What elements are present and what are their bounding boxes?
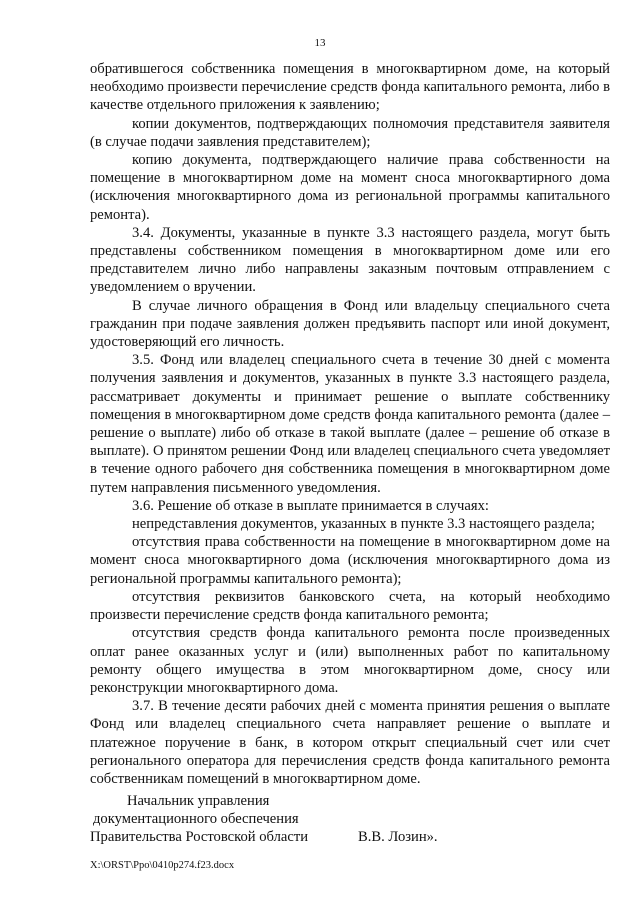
paragraph: отсутствия права собственности на помещение в многоквартирном доме на момент сноса многоквартирного дома (исключения многоквартирного дома из региональной программы капитального ремонта); [90,534,610,587]
page-number: 13 [314,37,326,49]
signature-organization: Правительства Ростовской области [90,829,309,846]
signature-position-line3 [90,828,610,846]
paragraph: обратившегося собственника помещения в многоквартирном доме, на который необходимо произвести перечисление средств фонда капитального ремонта, либо в качестве отдельного приложения к заявлению; [90,61,610,114]
footer-file-path: X:\ORST\Ppo\0410p274.f23.docx [90,860,235,871]
signatory-name: В.В. Лозин». [358,829,438,846]
paragraph: отсутствия средств фонда капитального ремонта после произведенных оплат ранее оказанных услуг и (или) выполненных работ по капитальному ремонту общего имущества в этом многоквартирном доме, сносу или реконструкции многоквартирного дома. [90,625,610,696]
paragraph: 3.7. В течение десяти рабочих дней с момента принятия решения о выплате Фонд или владелец специального счета направляет решение о выплате и платежное поручение в банк, в котором открыт специальный счет или счет регионального оператора для перечисления средств фонда капитального ремонта собственникам помещений в многоквартирном доме. [90,698,610,787]
paragraph: 3.6. Решение об отказе в выплате принимается в случаях: [132,497,489,514]
document-body [90,60,610,788]
paragraph: копию документа, подтверждающего наличие права собственности на помещение в многоквартирном доме на момент сноса многоквартирного дома (исключения многоквартирного дома из региональной программы капитального ремонта). [90,152,610,223]
paragraph: копии документов, подтверждающих полномочия представителя заявителя (в случае подачи заявления представителем); [90,115,610,150]
paragraph: непредставления документов, указанных в пункте 3.3 настоящего раздела; [132,516,595,533]
paragraph: 3.4. Документы, указанные в пункте 3.3 настоящего раздела, могут быть представлены собственником помещения в многоквартирном доме или его представителем лично либо направлены заказным почтовым отправлением с уведомлением о вручении. [90,224,610,296]
paragraph: отсутствия реквизитов банковского счета, на который необходимо произвести перечисление средств фонда капитального ремонта; [90,588,610,624]
signature-position-line2: документационного обеспечения [93,811,299,828]
paragraph: В случае личного обращения в Фонд или владельцу специального счета гражданин при подаче заявления должен предъявить паспорт или иной документ, удостоверяющий его личность. [90,297,610,351]
signature-position-line1: Начальник управления [127,793,270,809]
signature-block [90,792,610,847]
paragraph: 3.5. Фонд или владелец специального счета в течение 30 дней с момента получения заявления и документов, указанных в пункте 3.3 настоящего раздела, рассматривает документы и принимает решение о выплате собственнику помещения в многоквартирном доме средств фонда капитального ремонта (далее – решение о выплате) либо об отказе в такой выплате (далее – решение об отказе в выплате). О принятом решении Фонд или владелец специального счета уведомляет в течение одного рабочего дня собственника помещения в многоквартирном доме путем направления письменного уведомления. [90,352,610,496]
